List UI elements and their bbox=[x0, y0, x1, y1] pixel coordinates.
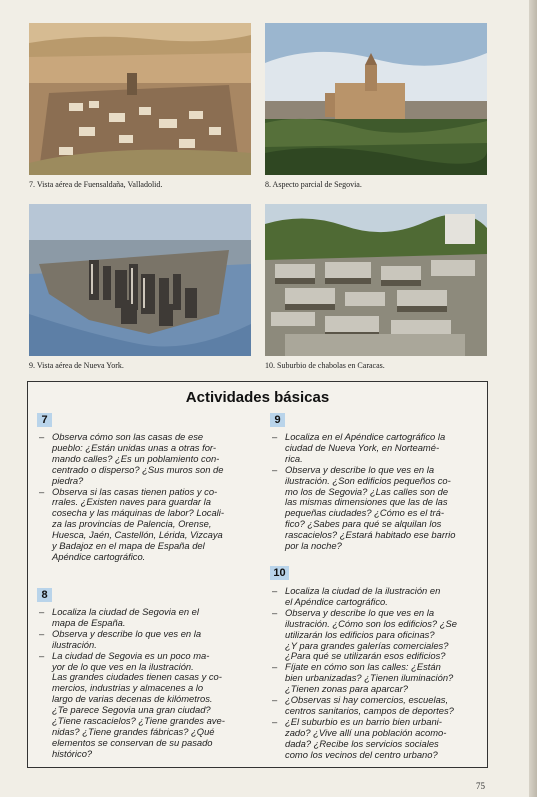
list-item: – Observa y describe lo que ves en la ilustración. bbox=[39, 629, 254, 651]
list-item: – ¿Observas si hay comercios, escuelas, centros sanitarios, campos de deportes? bbox=[272, 695, 482, 717]
section-10-list bbox=[272, 586, 482, 761]
caption-fig7: 7. Vista aérea de Fuensaldaña, Valladolid. bbox=[29, 180, 163, 189]
section-badge-7: 7 bbox=[37, 413, 52, 427]
caption-fig10: 10. Suburbio de chabolas en Caracas. bbox=[265, 361, 385, 370]
section-9-list bbox=[272, 432, 482, 552]
list-item: – Localiza la ciudad de la ilustración en el Apéndice cartográfico. bbox=[272, 586, 482, 608]
actividades-title: Actividades básicas bbox=[185, 389, 330, 406]
list-item: – Observa y describe lo que ves en la ilustración. ¿Cómo son los edificios? ¿Se utilizarán los edificios para oficinas? ¿Y para grandes galerías comerciales? ¿Para qué se utilizarán esos edificios? bbox=[272, 608, 482, 663]
actividades-box bbox=[27, 381, 488, 768]
page-number: 75 bbox=[476, 781, 485, 791]
photo-segovia bbox=[265, 23, 487, 175]
photo-nueva-york bbox=[29, 204, 251, 356]
list-item: – La ciudad de Segovia es un poco ma- yor de lo que ves en la ilustración. Las grandes ciudades tienen casas y co- mercios, industrias y almacenes a lo largo de varias decenas de kilómetros. ¿Te parece Segovia una gran ciudad? ¿Tiene rascacielos? ¿Tiene grandes ave- nidas? ¿Tiene grandes fábricas? ¿Qué elementos se conservan de su pasado histórico? bbox=[39, 651, 254, 760]
section-badge-8: 8 bbox=[37, 588, 52, 602]
list-item: – Observa y describe lo que ves en la ilustración. ¿Son edificios pequeños co- mo los de Segovia? ¿Las calles son de las mismas dimensiones que las de las pequeñas ciudades? ¿Cómo es el trá- fico? ¿Sabes para qué se alquilan los rascacielos? ¿Estará habitado ese barrio por la noche? bbox=[272, 465, 482, 552]
caption-fig8: 8. Aspecto parcial de Segovia. bbox=[265, 180, 362, 189]
caption-fig9: 9. Vista aérea de Nueva York. bbox=[29, 361, 124, 370]
list-item: – Observa si las casas tienen patios y co- rrales. ¿Existen naves para guardar la cosecha y las máquinas de labor? Locali- za las provincias de Palencia, Orense, Huesca, Jaén, Castellón, Lérida, Vizcaya y Badajoz en el mapa de España del Apéndice cartográfico. bbox=[39, 487, 254, 563]
section-7-list bbox=[39, 432, 254, 563]
section-badge-10: 10 bbox=[270, 566, 289, 580]
photo-fuensaldana bbox=[29, 23, 251, 175]
list-item: – Localiza la ciudad de Segovia en el mapa de España. bbox=[39, 607, 254, 629]
photo-chabolas-caracas bbox=[265, 204, 487, 356]
list-item: – ¿El suburbio es un barrio bien urbani- zado? ¿Vive allí una población acomo- dada? ¿Recibe los servicios sociales como los vecinos del centro urbano? bbox=[272, 717, 482, 761]
list-item: – Observa cómo son las casas de ese pueblo: ¿Están unidas unas a otras for- mando calles? ¿Es un poblamiento con- centrado o disperso? ¿Sus muros son de piedra? bbox=[39, 432, 254, 487]
section-badge-9: 9 bbox=[270, 413, 285, 427]
list-item: – Localiza en el Apéndice cartográfico la ciudad de Nueva York, en Norteamé- rica. bbox=[272, 432, 482, 465]
section-8-list bbox=[39, 607, 254, 760]
page-edge bbox=[529, 0, 537, 797]
list-item: – Fíjate en cómo son las calles: ¿Están bien urbanizadas? ¿Tienen iluminación? ¿Tienen zonas para aparcar? bbox=[272, 662, 482, 695]
